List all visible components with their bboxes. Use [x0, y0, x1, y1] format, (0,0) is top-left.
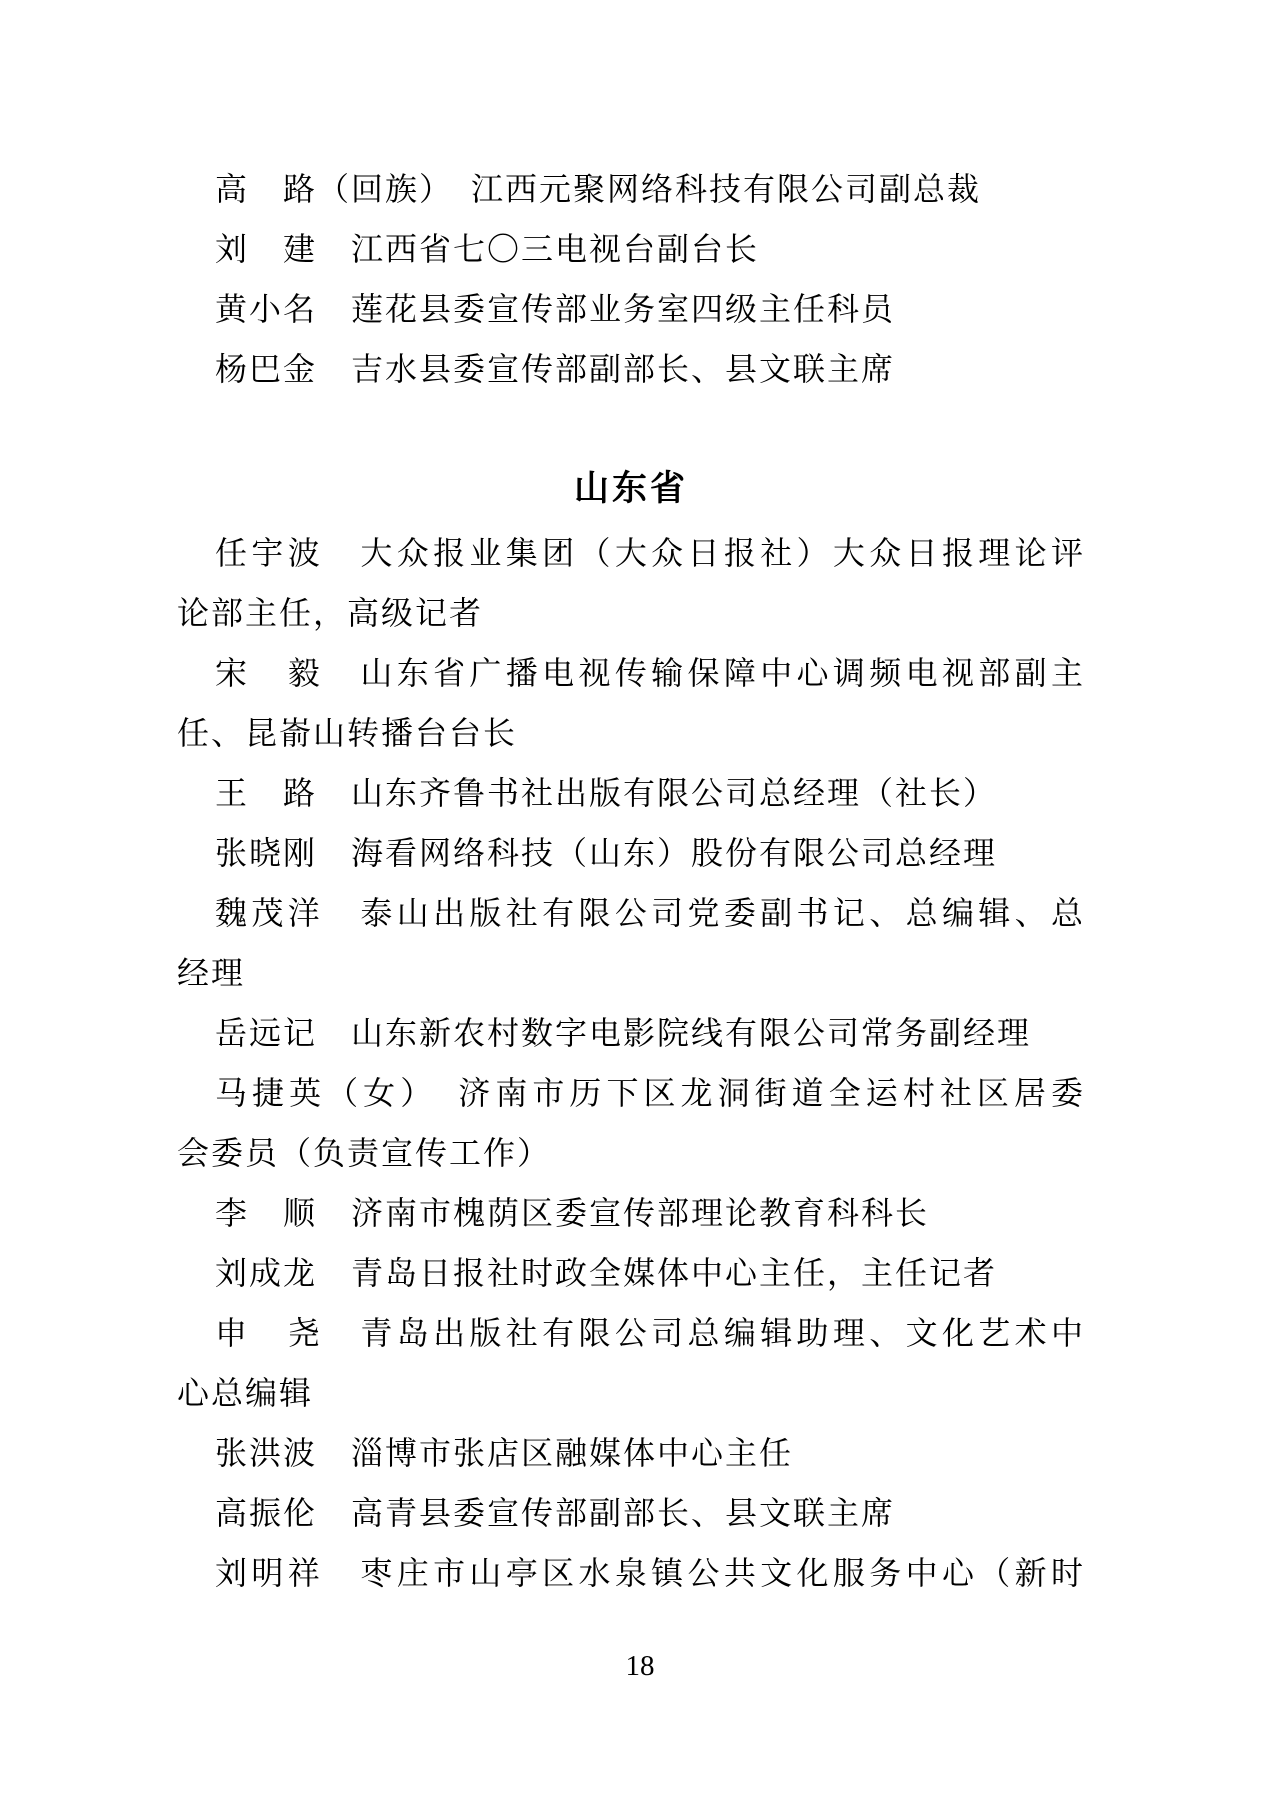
entry-line: 黄小名 莲花县委宣传部业务室四级主任科员 — [215, 290, 896, 328]
entry-line: 宋 毅 山东省广播电视传输保障中心调频电视部副主 — [215, 654, 1085, 692]
entry-line: 刘成龙 青岛日报社时政全媒体中心主任，主任记者 — [215, 1254, 998, 1292]
entry-line: 王 路 山东齐鲁书社出版有限公司总经理（社长） — [215, 774, 998, 812]
entry-line: 李 顺 济南市槐荫区委宣传部理论教育科科长 — [215, 1194, 930, 1232]
continuation-line: 会委员（负责宣传工作） — [177, 1134, 552, 1172]
entry-line: 张晓刚 海看网络科技（山东）股份有限公司总经理 — [215, 834, 998, 872]
entry-line: 刘明祥 枣庄市山亭区水泉镇公共文化服务中心（新时 — [215, 1554, 1085, 1592]
entry-line: 任宇波 大众报业集团（大众日报社）大众日报理论评 — [215, 534, 1085, 572]
document-body — [177, 0, 1085, 1603]
entry-line: 高 路（回族） 江西元聚网络科技有限公司副总裁 — [215, 170, 982, 208]
entry-line: 刘 建 江西省七〇三电视台副台长 — [215, 230, 760, 268]
continuation-line: 论部主任，高级记者 — [177, 594, 484, 632]
entry-line: 马捷英（女） 济南市历下区龙洞街道全运村社区居委 — [215, 1074, 1085, 1112]
entry-line: 杨巴金 吉水县委宣传部副部长、县文联主席 — [215, 350, 896, 388]
entry-line: 高振伦 高青县委宣传部副部长、县文联主席 — [215, 1494, 896, 1532]
entry-line: 魏茂洋 泰山出版社有限公司党委副书记、总编辑、总 — [215, 894, 1085, 932]
continuation-line: 心总编辑 — [177, 1374, 314, 1412]
continuation-line: 任、昆嵛山转播台台长 — [177, 714, 518, 752]
entry-line: 申 尧 青岛出版社有限公司总编辑助理、文化艺术中 — [215, 1314, 1085, 1352]
entry-line: 张洪波 淄博市张店区融媒体中心主任 — [215, 1434, 794, 1472]
entry-line: 岳远记 山东新农村数字电影院线有限公司常务副经理 — [215, 1014, 1032, 1052]
section-heading: 山东省 — [573, 469, 688, 509]
continuation-line: 经理 — [177, 954, 246, 992]
page-number: 18 — [625, 1650, 655, 1682]
